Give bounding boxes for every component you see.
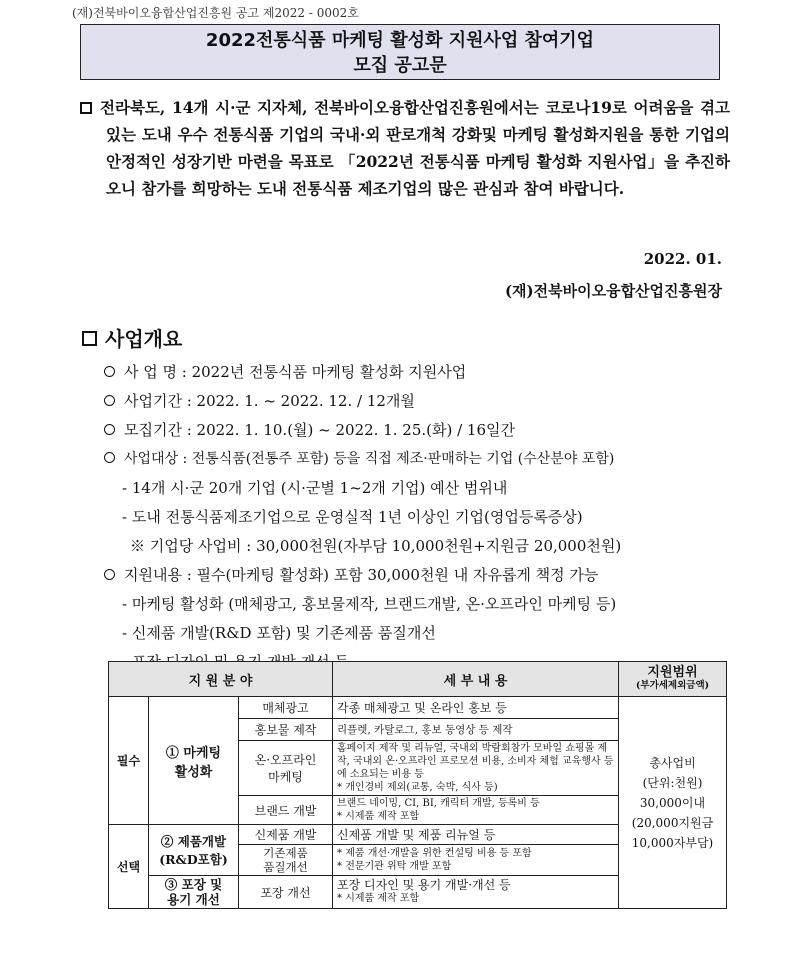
group3-cell: ③ 포장 및 용기 개선 (149, 876, 239, 909)
r2-detail: 리플렛, 카탈로그, 홍보 동영상 등 제작 (333, 719, 619, 741)
overview-name: 사 업 명 : 2022년 전통식품 마케팅 활성화 지원사업 (104, 358, 734, 387)
header-range (619, 662, 727, 697)
overview-recruit: 모집기간 : 2022. 1. 10.(월) ~ 2022. 1. 25.(화) / 16일간 (104, 416, 734, 445)
r6-item: 기존제품 품질개선 (239, 845, 333, 876)
r5-item: 신제품 개발 (239, 825, 333, 845)
r7-detail-cell (333, 876, 619, 909)
title-box (80, 24, 720, 80)
support-table (108, 661, 727, 909)
header-detail: 세 부 내 용 (333, 662, 619, 697)
r3-detail-cell (333, 741, 619, 796)
header-range-title: 지원범위 (647, 665, 698, 680)
overview-target: 사업대상 : 전통식품(전통주 포함) 등을 직접 제조·판매하는 기업 (수산분야 포함) (104, 445, 734, 474)
table-row (109, 697, 727, 719)
announcement-date: 2022. 01. (643, 250, 722, 268)
intro-paragraph (80, 94, 730, 202)
overview-support-sub1: - 마케팅 활성화 (매체광고, 홍보물제작, 브랜드개발, 온·오프라인 마케팅 등) (122, 595, 617, 613)
checkbox-square-icon (82, 331, 97, 346)
title-line1: 2022전통식품 마케팅 활성화 지원사업 참여기업 (205, 30, 595, 51)
overview-target-note: ※ 기업당 사업비 : 30,000천원(자부담 10,000천원+지원금 20,000천원) (130, 537, 622, 555)
optional-cell: 선택 (109, 825, 149, 909)
overview-period: 사업기간 : 2022. 1. ~ 2022. 12. / 12개월 (104, 387, 734, 416)
title-line2: 모집 공고문 (353, 55, 447, 76)
r6-note2: * 전문기관 위탁 개발 포함 (337, 861, 452, 872)
overview-support-sub2: - 신제품 개발(R&D 포함) 및 기존제품 품질개선 (122, 624, 436, 642)
section-heading (82, 323, 182, 352)
r2-item: 홍보물 제작 (239, 719, 333, 741)
r4-detail-cell (333, 796, 619, 825)
overview-list (104, 358, 734, 680)
checkbox-square-icon (80, 102, 92, 114)
intro-text: 전라북도, 14개 시·군 지자체, 전북바이오융합산업진흥원에서는 코로나19로 어려움을 겪고 있는 도내 우수 전통식품 기업의 국내·외 판로개척 강화및 마케팅 활성화지원을 통한 기업의 안정적인 성장기반 마련을 목표로 「2022년 전통식품 마케팅 활성화 지원사업」을 추진하오니 참가를 희망하는 도내 전통식품 제조기업의 많은 관심과 참여 바랍니다. (100, 98, 730, 198)
r3-note: * 개인경비 제외(교통, 숙박, 식사 등) (337, 782, 498, 793)
r4-note: * 시제품 제작 포함 (337, 811, 420, 822)
table-header-row (109, 662, 727, 697)
r6-detail-cell (333, 845, 619, 876)
notice-number: (재)전북바이오융합산업진흥원 공고 제2022 - 0002호 (72, 6, 359, 20)
r7-item: 포장 개선 (239, 876, 333, 909)
group1-cell: ① 마케팅 활성화 (149, 697, 239, 825)
group2-cell: ② 제품개발 (R&D포함) (149, 825, 239, 876)
overview-target-sub2: - 도내 전통식품제조기업으로 운영실적 1년 이상인 기업(영업등록증상) (122, 508, 583, 526)
r5-detail: 신제품 개발 및 제품 리뉴얼 등 (333, 825, 619, 845)
section-title: 사업개요 (105, 327, 183, 351)
issuer-name: (재)전북바이오융합산업진흥원장 (504, 282, 722, 300)
header-field: 지 원 분 야 (109, 662, 333, 697)
overview-target-sub1: - 14개 시·군 20개 기업 (시·군별 1~2개 기업) 예산 범위내 (122, 479, 508, 497)
header-range-sub: (부가세제외금액) (635, 680, 710, 691)
r1-detail: 각종 매체광고 및 온라인 홍보 등 (333, 697, 619, 719)
r6-note1: * 제품 개선·개발을 위한 컨설팅 비용 등 포함 (337, 848, 532, 859)
overview-support: 지원내용 : 필수(마케팅 활성화) 포함 30,000천원 내 자유롭게 책정 가능 (104, 561, 734, 590)
r4-item: 브랜드 개발 (239, 796, 333, 825)
range-cell: 총사업비 (단위:천원) 30,000이내 (20,000지원금 10,000자부담) (619, 697, 727, 909)
r7-note: * 시제품 제작 포함 (337, 893, 420, 904)
r3-item: 온·오프라인 마케팅 (239, 741, 333, 796)
r7-detail: 포장 디자인 및 용기 개발·개선 등 (337, 878, 511, 892)
r1-item: 매체광고 (239, 697, 333, 719)
r3-detail: 홈페이지 제작 및 리뉴얼, 국내외 박람회참가 모바일 쇼핑몰 제작, 국내외 온·오프라인 프로모션 비용, 소비자 체험 교육행사 등에 소요되는 비용 등 (337, 743, 614, 780)
required-cell: 필수 (109, 697, 149, 825)
r4-detail: 브랜드 네이밍, CI, BI, 캐릭터 개발, 등록비 등 (337, 798, 540, 809)
